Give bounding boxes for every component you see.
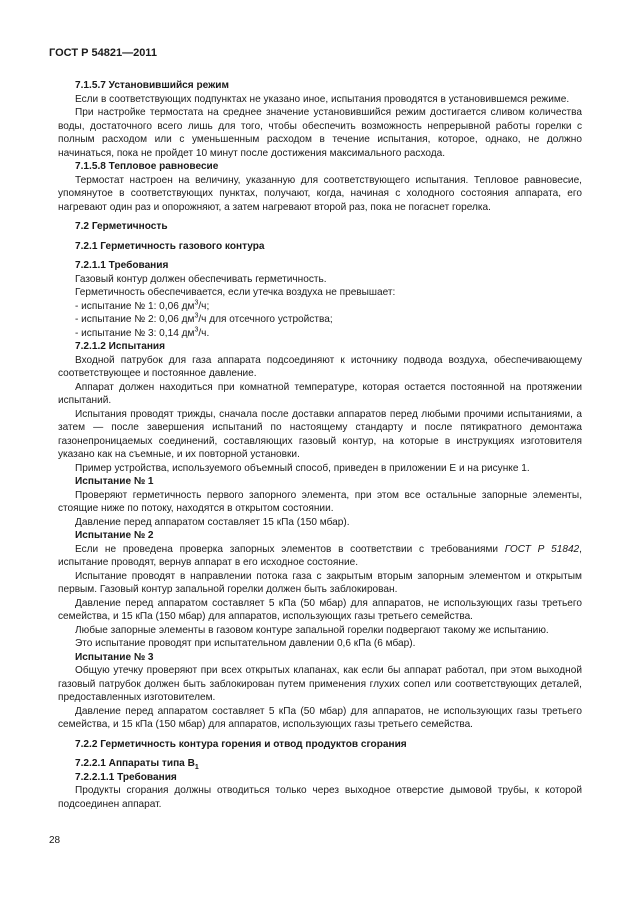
section-heading-7-2: 7.2 Герметичность [75,221,168,232]
paragraph: Общую утечку проверяют при всех открытых клапанах, как если бы аппарат работал, при этом выходной газовый патрубок должен быть заблокирован путем применения глухих сопел или соответствующих деталей, предоставленных изготовителем. [58,665,582,703]
test-3-heading: Испытание № 3 [75,651,154,663]
document-header: ГОСТ Р 54821—2011 [49,47,157,59]
list-item: - испытание № 2: 0,06 $дм^3/ч$ для отсечного устройства; [75,312,333,325]
page-content [58,79,582,811]
paragraph: Продукты сгорания должны отводиться только через выходное отверстие дымовой трубы, к которой подсоединен аппарат. [58,785,582,810]
section-heading-7-1-5-7: 7.1.5.7 Установившийся режим [75,80,229,91]
paragraph: Газовый контур должен обеспечивать герметичность. [75,273,327,285]
paragraph: Давление перед аппаратом составляет 5 кПа (50 мбар) для аппаратов, не использующих газы третьего семейства, и 15 кПа (150 мбар) для аппаратов, использующих газы третьего семейства. [58,597,582,622]
paragraph: При настройке термостата на среднее значение установившийся режим достигается сливом количества воды, достаточного всего лишь для того, чтобы обеспечить возможность непрерывной работы горелки с полным расходом или с уменьшенным расходом в течение испытания, которое, однако, не должно начинаться, пока не пройдет 10 минут после достижения максимального расхода. [58,107,582,159]
section-heading-7-2-2: 7.2.2 Герметичность контура горения и отвод продуктов сгорания [75,738,407,750]
section-heading-7-1-5-8: 7.1.5.8 Тепловое равновесие [75,161,219,172]
list-item: - испытание № 3: 0,14 $дм^3/ч$. [75,326,210,339]
paragraph: Это испытание проводят при испытательном давлении 0,6 кПа (6 мбар). [75,638,416,649]
section-heading-7-2-2-1: 7.2.2.1 Аппараты типа $B_1$ [75,758,199,772]
section-heading-7-2-1-1: 7.2.1.1 Требования [75,260,169,271]
paragraph: Аппарат должен находиться при комнатной температуре, которая остается постоянной на протяжении испытаний. [58,381,582,406]
paragraph: Термостат настроен на величину, указанную для соответствующего испытания. Тепловое равновесие, упомянутое в соответствующих пунктах, получают, когда, начиная с холодного состояния аппарата, его нагревают один раз и опорожняют, а затем нагревают второй раз, пока не погаснет горелка. [58,174,582,213]
paragraph: Давление перед аппаратом составляет 5 кПа (50 мбар) для аппаратов, не использующих газы третьего семейства, и 15 кПа (150 мбар) для аппаратов, использующих газы третьего семейства. [58,705,582,730]
paragraph: Испытание проводят в направлении потока газа с закрытым вторым запорным элементом и открытым первым. Газовый контур запальной горелки должен быть заблокирован. [58,570,582,595]
list-item: - испытание № 1: 0,06 $дм^3/ч$; [75,299,210,312]
test-1-heading: Испытание № 1 [75,476,154,487]
paragraph: Проверяют герметичность первого запорного элемента, при этом все остальные запорные элементы, стоящие ниже по потоку, находятся в открытом состоянии. [58,489,582,514]
section-heading-7-2-2-1-1: 7.2.2.1.1 Требования [75,771,177,783]
page-number: 28 [49,835,61,846]
paragraph: Если не проведена проверка запорных элементов в соответствии с требованиями ГОСТ Р 51842, испытание проводят, вернув аппарат в его исходное состояние. [58,543,582,568]
paragraph: Герметичность обеспечивается, если утечка воздуха не превышает: [75,287,396,298]
standard-reference: ГОСТ Р 51842 [504,543,580,555]
paragraph: Любые запорные элементы в газовом контуре запальной горелки подвергают такому же испытанию. [75,624,549,636]
paragraph: Давление перед аппаратом составляет 15 кПа (150 мбар). [75,516,350,528]
test-2-heading: Испытание № 2 [75,530,154,541]
paragraph: Пример устройства, используемого объемный способ, приведен в приложении Е и на рисунке 1. [75,462,530,474]
section-heading-7-2-1: 7.2.1 Герметичность газового контура [75,240,265,252]
paragraph: Если в соответствующих подпунктах не указано иное, испытания проводятся в установившемся режиме. [75,93,570,105]
paragraph: Испытания проводят трижды, сначала после доставки аппаратов перед любыми прочими испытаниями, а затем — после завершения испытаний по настоящему стандарту и после пятикратного демонтажа газонепроницаемых соединений, составляющих газовый контур, на которые в инструкциях изготовителя указано как на съемные, и их повторной установки. [58,408,582,460]
paragraph: Входной патрубок для газа аппарата подсоединяют к источнику подвода воздуха, обеспечивающему соответствующее и постоянное давление. [58,354,582,379]
section-heading-7-2-1-2: 7.2.1.2 Испытания [75,341,166,352]
